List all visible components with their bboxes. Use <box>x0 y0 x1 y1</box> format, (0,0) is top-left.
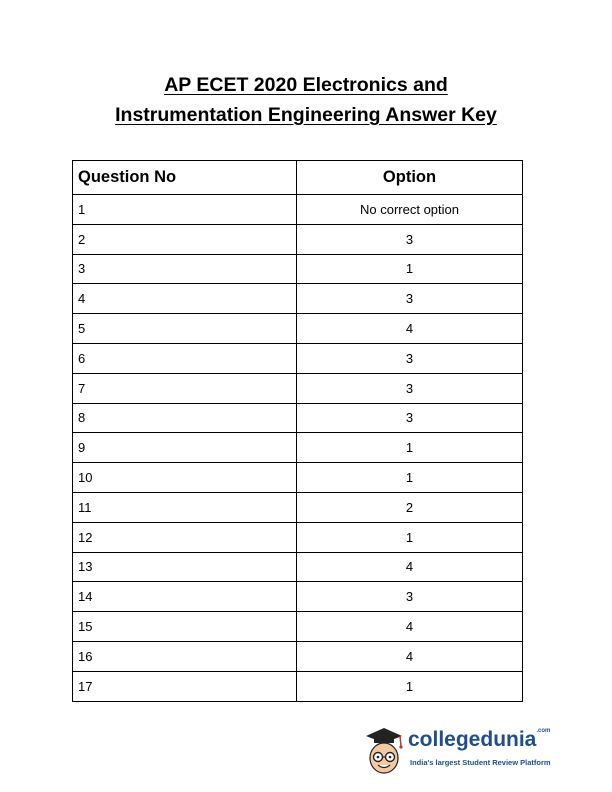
option-cell: 2 <box>297 492 523 522</box>
option-cell: 4 <box>297 552 523 582</box>
question-number-cell: 4 <box>73 284 297 314</box>
logo-brand-text <box>408 728 550 752</box>
table-row <box>73 403 523 433</box>
option-cell: 3 <box>297 284 523 314</box>
table-row <box>73 224 523 254</box>
table-row <box>73 463 523 493</box>
question-number-cell: 5 <box>73 314 297 344</box>
logo-tagline: India's largest Student Review Platform <box>410 758 551 767</box>
question-no-header: Question No <box>73 161 297 195</box>
table-row <box>73 343 523 373</box>
table-row <box>73 284 523 314</box>
table-row <box>73 582 523 612</box>
table-row <box>73 552 523 582</box>
question-number-cell: 14 <box>73 582 297 612</box>
answer-key-table <box>72 160 523 702</box>
option-cell: 3 <box>297 343 523 373</box>
answer-key-rows <box>73 195 523 702</box>
question-number-cell: 13 <box>73 552 297 582</box>
table-header-row <box>73 161 523 195</box>
question-number-cell: 10 <box>73 463 297 493</box>
question-number-cell: 11 <box>73 492 297 522</box>
option-cell: No correct option <box>297 195 523 225</box>
question-number-cell: 1 <box>73 195 297 225</box>
page-title <box>0 70 612 130</box>
question-number-cell: 17 <box>73 671 297 701</box>
title-line-2: Instrumentation Engineering Answer Key <box>115 104 497 126</box>
logo-brand-name: collegedunia <box>408 728 537 751</box>
question-number-cell: 9 <box>73 433 297 463</box>
option-cell: 3 <box>297 373 523 403</box>
option-cell: 1 <box>297 671 523 701</box>
table-row <box>73 522 523 552</box>
option-cell: 1 <box>297 433 523 463</box>
table-row <box>73 641 523 671</box>
option-cell: 3 <box>297 403 523 433</box>
table-row <box>73 373 523 403</box>
table-row <box>73 612 523 642</box>
option-cell: 1 <box>297 463 523 493</box>
question-number-cell: 7 <box>73 373 297 403</box>
logo-domain-suffix: .com <box>536 728 551 734</box>
question-number-cell: 6 <box>73 343 297 373</box>
question-number-cell: 8 <box>73 403 297 433</box>
table-row <box>73 195 523 225</box>
table-row <box>73 314 523 344</box>
collegedunia-logo <box>362 722 552 778</box>
title-line-1: AP ECET 2020 Electronics and <box>164 74 448 96</box>
question-number-cell: 15 <box>73 612 297 642</box>
table-row <box>73 433 523 463</box>
option-cell: 4 <box>297 314 523 344</box>
table-row <box>73 671 523 701</box>
mascot-face-icon <box>362 722 406 778</box>
option-cell: 3 <box>297 224 523 254</box>
option-cell: 1 <box>297 522 523 552</box>
option-cell: 4 <box>297 612 523 642</box>
question-number-cell: 3 <box>73 254 297 284</box>
question-number-cell: 12 <box>73 522 297 552</box>
option-cell: 4 <box>297 641 523 671</box>
option-cell: 3 <box>297 582 523 612</box>
option-cell: 1 <box>297 254 523 284</box>
option-header: Option <box>297 161 523 195</box>
table-row <box>73 254 523 284</box>
question-number-cell: 2 <box>73 224 297 254</box>
table-row <box>73 492 523 522</box>
question-number-cell: 16 <box>73 641 297 671</box>
